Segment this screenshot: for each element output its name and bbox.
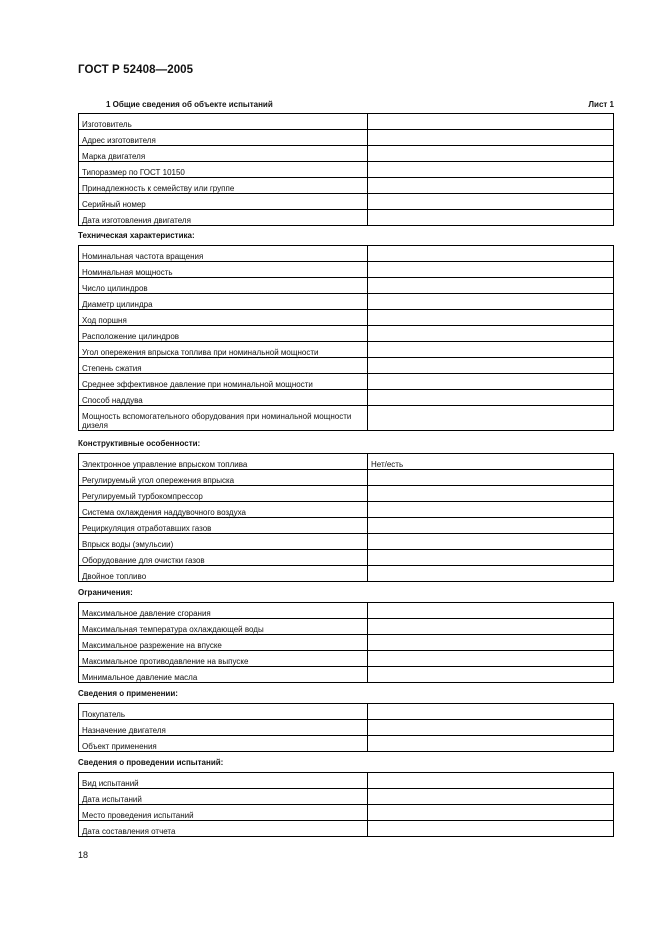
table-row xyxy=(79,805,614,821)
table-row xyxy=(79,194,614,210)
table-row xyxy=(79,566,614,582)
table-row xyxy=(79,262,614,278)
row-value[interactable] xyxy=(368,603,614,619)
row-value[interactable] xyxy=(368,486,614,502)
row-label: Максимальная температура охлаждающей воды xyxy=(79,619,368,635)
row-label: Электронное управление впрыском топлива xyxy=(79,454,368,470)
table-row xyxy=(79,406,614,431)
table-row xyxy=(79,162,614,178)
row-label: Дата изготовления двигателя xyxy=(79,210,368,226)
design-block xyxy=(78,437,614,582)
row-label: Назначение двигателя xyxy=(79,720,368,736)
technical-block xyxy=(78,229,614,431)
row-value[interactable] xyxy=(368,130,614,146)
general-info-table xyxy=(78,113,614,226)
limits-block xyxy=(78,586,614,683)
table-row xyxy=(79,619,614,635)
row-value[interactable] xyxy=(368,390,614,406)
row-label: Система охлаждения наддувочного воздуха xyxy=(79,502,368,518)
table-row xyxy=(79,326,614,342)
row-label: Ход поршня xyxy=(79,310,368,326)
table-row xyxy=(79,178,614,194)
row-label: Число цилиндров xyxy=(79,278,368,294)
row-value[interactable] xyxy=(368,178,614,194)
row-label: Среднее эффективное давление при номинальной мощности xyxy=(79,374,368,390)
document-header-title: ГОСТ Р 52408—2005 xyxy=(78,64,194,76)
row-value[interactable] xyxy=(368,667,614,683)
row-label: Регулируемый турбокомпрессор xyxy=(79,486,368,502)
row-label: Рециркуляция отработавших газов xyxy=(79,518,368,534)
row-label: Дата составления отчета xyxy=(79,821,368,837)
testing-heading: Сведения о проведении испытаний: xyxy=(78,758,224,767)
sheet-number: Лист 1 xyxy=(588,100,614,109)
row-value[interactable] xyxy=(368,210,614,226)
table-row xyxy=(79,294,614,310)
row-value[interactable] xyxy=(368,294,614,310)
table-row xyxy=(79,374,614,390)
table-row xyxy=(79,720,614,736)
row-label: Угол опережения впрыска топлива при номинальной мощности xyxy=(79,342,368,358)
table-row xyxy=(79,454,614,470)
limits-heading: Ограничения: xyxy=(78,588,133,597)
row-value[interactable] xyxy=(368,518,614,534)
table-row xyxy=(79,342,614,358)
row-value[interactable] xyxy=(368,773,614,789)
row-label: Номинальная частота вращения xyxy=(79,246,368,262)
technical-heading: Техническая характеристика: xyxy=(78,231,195,240)
row-label: Максимальное противодавление на выпуске xyxy=(79,651,368,667)
table-row xyxy=(79,635,614,651)
table-row xyxy=(79,390,614,406)
limits-table xyxy=(78,602,614,683)
design-table xyxy=(78,453,614,582)
technical-table xyxy=(78,245,614,431)
table-row xyxy=(79,550,614,566)
row-value[interactable] xyxy=(368,246,614,262)
testing-table xyxy=(78,772,614,837)
general-info-block xyxy=(78,113,614,226)
row-value[interactable] xyxy=(368,704,614,720)
row-label: Объект применения xyxy=(79,736,368,752)
table-row xyxy=(79,310,614,326)
row-value[interactable] xyxy=(368,358,614,374)
row-label: Мощность вспомогательного оборудования при номинальной мощности дизеля xyxy=(79,406,368,431)
application-table xyxy=(78,703,614,752)
table-row xyxy=(79,534,614,550)
row-label: Максимальное разрежение на впуске xyxy=(79,635,368,651)
table-row xyxy=(79,518,614,534)
row-value[interactable] xyxy=(368,162,614,178)
row-label: Способ наддува xyxy=(79,390,368,406)
row-label: Принадлежность к семейству или группе xyxy=(79,178,368,194)
row-value[interactable] xyxy=(368,821,614,837)
row-label: Диаметр цилиндра xyxy=(79,294,368,310)
row-label: Максимальное давление сгорания xyxy=(79,603,368,619)
row-value[interactable] xyxy=(368,262,614,278)
design-heading: Конструктивные особенности: xyxy=(78,439,201,448)
application-heading: Сведения о применении: xyxy=(78,689,178,698)
table-row xyxy=(79,114,614,130)
row-value[interactable] xyxy=(368,310,614,326)
row-label: Минимальное давление масла xyxy=(79,667,368,683)
table-row xyxy=(79,773,614,789)
row-label: Марка двигателя xyxy=(79,146,368,162)
table-row xyxy=(79,736,614,752)
row-value[interactable] xyxy=(368,278,614,294)
row-value[interactable] xyxy=(368,736,614,752)
table-row xyxy=(79,667,614,683)
row-label: Вид испытаний xyxy=(79,773,368,789)
table-row xyxy=(79,502,614,518)
row-value[interactable] xyxy=(368,720,614,736)
table-row xyxy=(79,486,614,502)
row-value[interactable] xyxy=(368,406,614,431)
row-label: Впрыск воды (эмульсии) xyxy=(79,534,368,550)
row-value[interactable] xyxy=(368,342,614,358)
table-row xyxy=(79,821,614,837)
row-value[interactable] xyxy=(368,805,614,821)
row-value[interactable] xyxy=(368,194,614,210)
row-label: Покупатель xyxy=(79,704,368,720)
row-label: Регулируемый угол опережения впрыска xyxy=(79,470,368,486)
testing-block xyxy=(78,756,614,837)
row-value[interactable] xyxy=(368,326,614,342)
row-value[interactable] xyxy=(368,146,614,162)
row-label: Типоразмер по ГОСТ 10150 xyxy=(79,162,368,178)
table-row xyxy=(79,470,614,486)
row-value[interactable]: Нет/есть xyxy=(368,454,614,470)
row-value[interactable] xyxy=(368,635,614,651)
row-label: Дата испытаний xyxy=(79,789,368,805)
row-label: Двойное топливо xyxy=(79,566,368,582)
section-title-row xyxy=(78,100,614,112)
row-label: Оборудование для очистки газов xyxy=(79,550,368,566)
row-label: Расположение цилиндров xyxy=(79,326,368,342)
row-label: Степень сжатия xyxy=(79,358,368,374)
row-value[interactable] xyxy=(368,619,614,635)
table-row xyxy=(79,146,614,162)
row-value[interactable] xyxy=(368,502,614,518)
row-value[interactable] xyxy=(368,470,614,486)
table-row xyxy=(79,278,614,294)
page-number: 18 xyxy=(78,850,89,860)
application-block xyxy=(78,687,614,752)
table-row xyxy=(79,704,614,720)
table-row xyxy=(79,210,614,226)
table-row xyxy=(79,603,614,619)
section-title: 1 Общие сведения об объекте испытаний xyxy=(106,100,273,109)
row-value[interactable] xyxy=(368,114,614,130)
row-label: Изготовитель xyxy=(79,114,368,130)
row-label: Место проведения испытаний xyxy=(79,805,368,821)
row-value[interactable] xyxy=(368,566,614,582)
table-row xyxy=(79,130,614,146)
row-value[interactable] xyxy=(368,534,614,550)
table-row xyxy=(79,651,614,667)
row-value[interactable] xyxy=(368,789,614,805)
row-value[interactable] xyxy=(368,550,614,566)
row-value[interactable] xyxy=(368,374,614,390)
table-row xyxy=(79,789,614,805)
row-label: Номинальная мощность xyxy=(79,262,368,278)
table-row xyxy=(79,246,614,262)
row-value[interactable] xyxy=(368,651,614,667)
row-label: Серийный номер xyxy=(79,194,368,210)
row-label: Адрес изготовителя xyxy=(79,130,368,146)
table-row xyxy=(79,358,614,374)
